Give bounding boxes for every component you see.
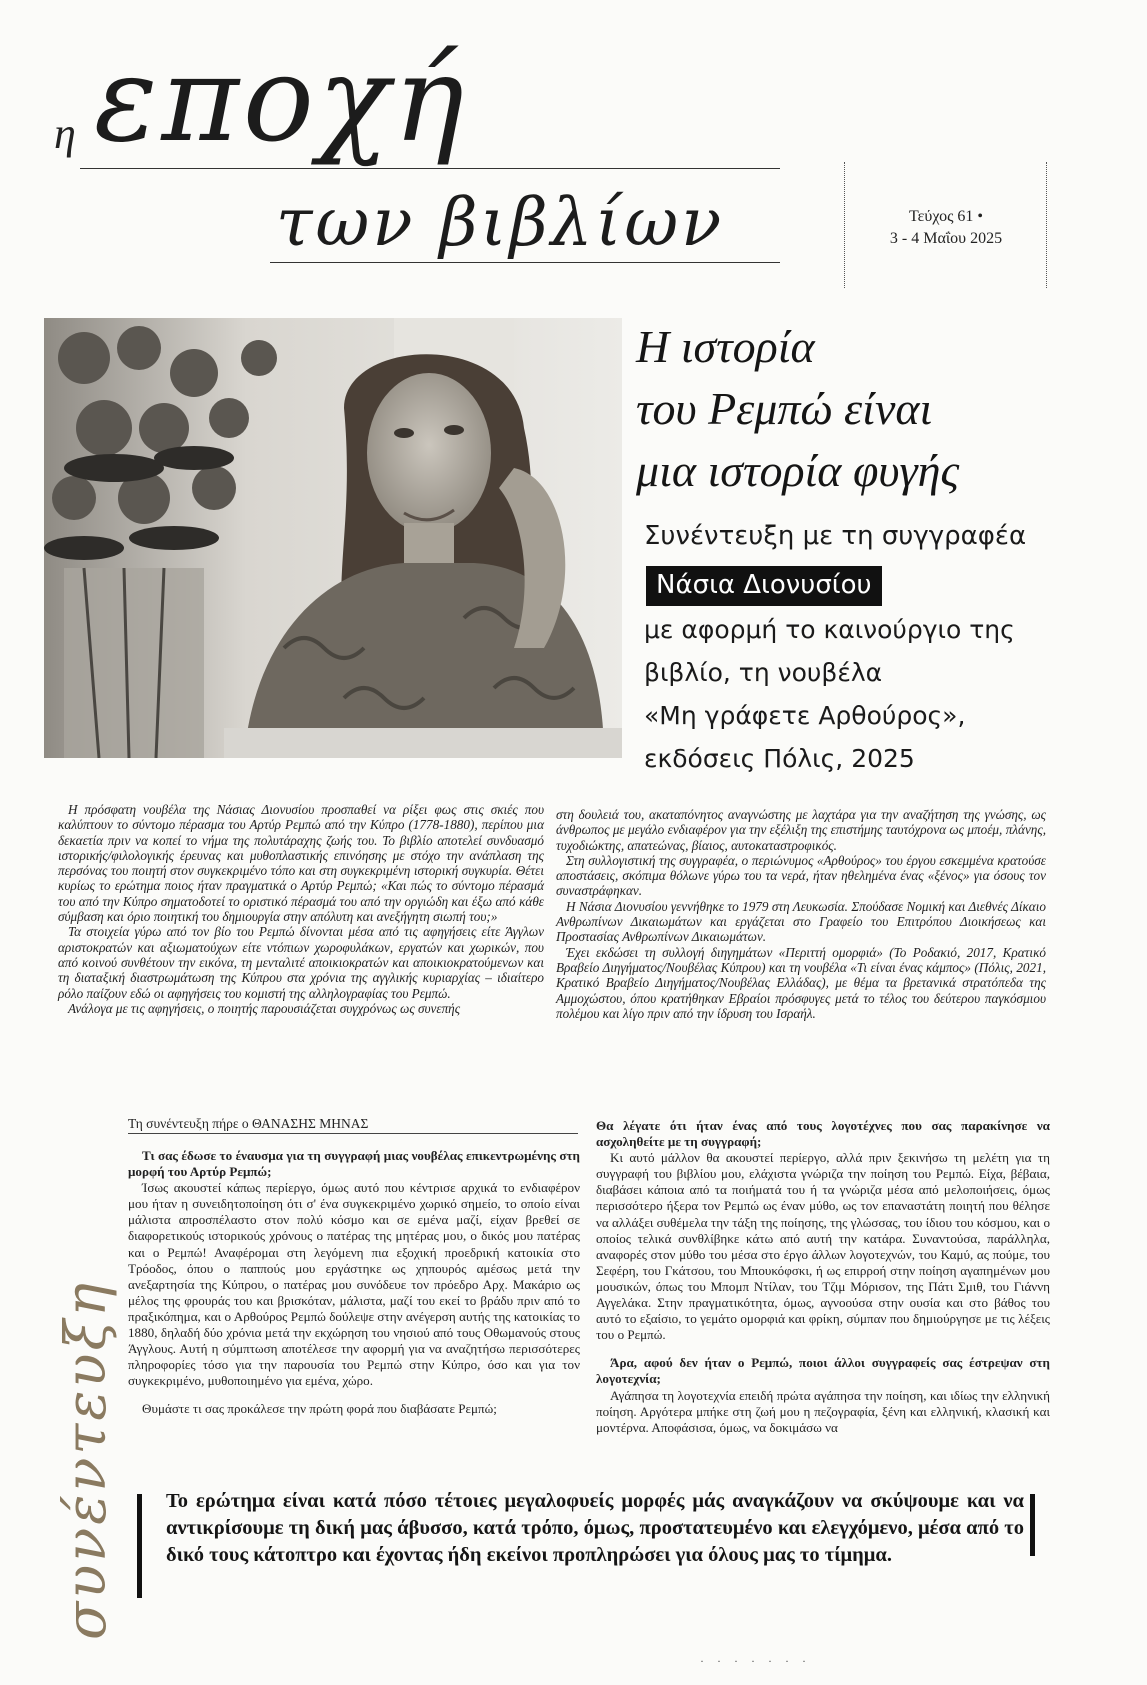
pullquote-bar-left — [137, 1494, 142, 1598]
interview-byline: Τη συνέντευξη πήρε ο ΘΑΝΑΣΗΣ ΜΗΝΑΣ — [128, 1116, 369, 1131]
subheading-line-1: με αφορμή το καινούργιο της — [644, 615, 1015, 644]
intro-paragraph: Στη συλλογιστική της συγγραφέα, ο περιώνυμος «Αρθούρος» του έργου εσκεμμένα κρατούσε αποστάσεις, σκόπιμα θόλωνε γύρω του τα νερά, ήταν ηθελημένα ένας «ξένος» για όσους τον συναστράφηκαν. — [556, 852, 1046, 899]
author-name-box: Νάσια Διονυσίου — [646, 566, 882, 606]
author-photo — [44, 318, 622, 758]
intro-paragraph: Τα στοιχεία γύρω από τον βίο του Ρεμπώ δίνονται μέσα από τις αφηγήσεις είτε Άγγλων αριστοκρατών και αξιωματούχων είτε ντόπιων χωροφυλάκων, εργατών και χωρικών, που από κοινού συνθέτουν την εικόνα, τη μενταλιτέ αποικιοκρατών και αποικιοκρατούμενων και τη διαταξική διαστρωμάτωση της Κύπρου στα χρόνια της αγγλικής κυριαρχίας – ιδιαίτερο ρόλο παίζουν εδώ οι αφηγήσεις του κομιστή της αλληλογραφίας του Ρεμπώ. — [58, 924, 544, 1001]
intro-paragraph: στη δουλειά του, ακαταπόνητος αναγνώστης με λαχτάρα για την αναζήτηση της γνώσης, ως άνθρωπος με μεγάλο ενδιαφέρον για την εξέλιξη της επιστήμης ταυτόχρονα ως μποέμ, πλάνης, τυχοδιώκτης, απατεώνας, βίαιος, αυτοκαταστροφικός. — [556, 807, 1046, 853]
intro-column-right — [556, 807, 1046, 1021]
byline-rule — [128, 1133, 578, 1134]
issue-info — [846, 206, 1046, 250]
interview-question: Τι σας έδωσε το έναυσμα για τη συγγραφή μιας νουβέλας επικεντρωμένης στη μορφή του Αρτύρ Ρεμπώ; — [128, 1148, 580, 1180]
intro-paragraph: Η πρόσφατη νουβέλα της Νάσιας Διονυσίου προσπαθεί να ρίξει φως στις σκιές που καλύπτουν το σύντομο πέρασμα του Αρτύρ Ρεμπώ από την Κύπρο (1778-1880), περίπου μια δεκαετία πριν να κοπεί το νήμα της πολυτάραχης ζωής του. Το βιβλίο αποτελεί συνδυασμό ιστορικής/φιλολογικής έρευνας και μυθοπλαστικής επινόησης με στόχο την ανάπλαση της περσόνας του ποιητή στον συγκεκριμένο τόπο και στη συγκεκριμένη ιστορική συγκυρία. Θέτει κυρίως το ερώτημα ποιος ήταν πραγματικά ο Αρτύρ Ρεμπώ; «Και πώς το σύντομο πέρασμά του από την Κύπρο σηματοδοτεί το οριστικό πέρασμά του από την οργιώδη και έξω από κάθε σύμβαση και όριο ποιητική του δημιουργία στην απόλυτη και ανεξήγητη σιωπή του;» — [58, 802, 544, 925]
subheading-line-3: «Μη γράφετε Αρθούρος», — [644, 701, 966, 730]
issue-number: Τεύχος 61 • — [909, 208, 983, 225]
intro-paragraph: Έχει εκδώσει τη συλλογή διηγημάτων «Περιττή ομορφιά» (Το Ροδακιό, 2017, Κρατικό Βραβείο Διηγήματος/Νουβέλας Κύπρου) και τη νουβέλα «Τι είναι ένας κάμπος» (Πόλις, 2021, Κρατικό Βραβείο Διηγήματος/Νουβέλας Ελλάδας), με θέμα τα βρετανικά στρατόπεδα της Αμμοχώστου, όπου κρατήθηκαν Εβραίοι πρόσφυγες μετά το τέλος του δεύτερου παγκόσμιου πολέμου και λίγο πριν από την ίδρυση του Ισραήλ. — [556, 944, 1046, 1021]
masthead-rule — [80, 168, 780, 169]
masthead-article: η — [54, 109, 76, 158]
headline-line-2: του Ρεμπώ είναι — [636, 383, 933, 434]
subheading-interview: Συνέντευξη με τη συγγραφέα — [644, 521, 1027, 551]
interview-column-left — [128, 1148, 580, 1418]
subheading-line-4: εκδόσεις Πόλις, 2025 — [644, 744, 915, 773]
subheading-details — [644, 608, 1074, 780]
intro-paragraph: Η Νάσια Διονυσίου γεννήθηκε το 1979 στη Λευκωσία. Σπούδασε Νομική και Διεθνές Δίκαιο Ανθρωπίνων Δικαιωμάτων και εργάζεται στο Γραφείο του Επιτρόπου Διοικήσεως και Προστασίας Ανθρωπίνων Δικαιωμάτων. — [556, 898, 1046, 945]
masthead-title-epoxi: εποχή — [94, 30, 469, 168]
interview-column-right — [596, 1118, 1050, 1436]
interview-question: Θα λέγατε ότι ήταν ένας από τους λογοτέχνες που σας παρακίνησε να ασχοληθείτε με τη συγγραφή; — [596, 1118, 1050, 1150]
subheading-line-2: βιβλίο, τη νουβέλα — [644, 658, 883, 687]
intro-column-left — [58, 802, 544, 1016]
interview-answer: Κι αυτό μάλλον θα ακουστεί περίεργο, αλλά πριν ξεκινήσω τη μελέτη για τη συγγραφή του βιβλίου μου, ελάχιστα γνώριζα την ποίηση του Ρεμπώ. Είχα, βέβαια, διαβάσει κάποια από τα ποιήματά του ή τα γνώριζα μέσα από μελοποιήσεις, όμως περισσότερο ήξερα τον Ρεμπώ ως έναν μύθο, ως τον επαναστάτη ποιητή που θέλησε να αλλάξει συθέμελα την τάξη της ποίησης, της γλώσσας, του ίδιου του κόσμου, και ο οποίος τελικά συνθλίβηκε κάτω από αυτή την κατάρα. Συναντούσα, παράλληλα, αναφορές στον μύθο του μέσα στο έργο άλλων λογοτεχνών, του Καμύ, ας πούμε, του Σεφέρη, του Γκάτσου, του Μπουκόφσκι, ή ως επιρροή στην ποίηση αγαπημένων μου μουσικών, όπως του Μπομπ Ντίλαν, του Τζιμ Μόρισον, της Πάτι Σμιθ, του Γιάννη Αγγελάκα. Στην πραγματικότητα, όμως, αγνοούσα στην ουσία και στο βάθος του αυτό το εξαίσιο, το γεμάτο ομορφιά και φρίκη, σύμπαν που δημιούργησε με τις λέξεις του ο Ρεμπώ. — [596, 1150, 1050, 1343]
footer-dots: · · · · · · · — [700, 1654, 811, 1668]
headline-line-3: μια ιστορία φυγής — [636, 445, 960, 496]
issue-divider-right — [1046, 162, 1047, 288]
issue-date: 3 - 4 Μαΐου 2025 — [889, 230, 1003, 247]
interview-question: Άρα, αφού δεν ήταν ο Ρεμπώ, ποιοι άλλοι συγγραφείς σας έστρεψαν στη λογοτεχνία; — [596, 1355, 1050, 1387]
section-label-text: συνέντευξη — [54, 1280, 119, 1640]
interview-answer: Ίσως ακουστεί κάπως περίεργο, όμως αυτό που κέντρισε αρχικά το ενδιαφέρον μου ήταν η συνειδητοποίηση ότι σ' ένα συγκεκριμένο χωρικό σημείο, το οποίο είναι μάλιστα απροσπέλαστο στον πολύ κόσμο και σε εμένα μαζί, είχαν βρεθεί σε διαφορετικούς ιστορικούς χρόνους ο πατέρας της μητέρας μου, ο δικός μου πατέρας και ο Ρεμπώ! Αναφέρομαι στη λεγόμενη πια εξοχική προεδρική κατοικία στο Τρόοδος, όπου ο παππούς μου εργάστηκε ως χηπουρός αμέσως μετά την ανεξαρτησία της Κύπρου, ο πατέρας μου συνόδευε τον πρόεδρο Αρχ. Μακάριο ως μέλος της φρουράς του και βρισκόταν, μάλιστα, μαζί του εκεί το βράδυ πριν από το πραξικόπημα, και ο Αρθούρος Ρεμπώ δούλεψε στην ανέγερση αυτής της κατοικίας το 1880, δηλαδή δύο χρόνια μετά την εκχώρηση του νησιού από τους Οθωμανούς στους Άγγλους. Αυτή η σύμπτωση αποτέλεσε την αφορμή για να αναζητήσω περισσότερες πληροφορίες τόσο για την παρουσία του Ρεμπώ στην Κύπρο, όσο και για τον συγκεκριμένο, μυθοποιημένο για εμένα, χώρο. — [128, 1180, 580, 1389]
masthead-rule-lower — [270, 262, 780, 263]
headline-line-1: Η ιστορία — [636, 321, 815, 372]
pullquote: Το ερώτημα είναι κατά πόσο τέτοιες μεγαλοφυείς μορφές μάς αναγκάζουν να σκύψουμε και να αντικρίσουμε τη δική μας άβυσσο, κατά τρόπο, όμως, προστατευμένο και ελεγχόμενο, μέσα από το δικό τους κάτοπτρο και έχοντας ήδη εκείνοι προπληρώσει για όλους μας το τίμημα. — [166, 1490, 1024, 1566]
intro-paragraph: Ανάλογα με τις αφηγήσεις, ο ποιητής παρουσιάζεται συγχρόνως ως συνεπής — [68, 1000, 461, 1016]
masthead-title-ton-vivlion: των βιβλίων — [276, 184, 725, 261]
issue-divider-left — [844, 162, 845, 288]
headline — [636, 316, 1086, 502]
interview-answer: Αγάπησα τη λογοτεχνία επειδή πρώτα αγάπησα την ποίηση, και ιδίως την ελληνική ποίηση. Αργότερα μπήκε στη ζωή μου η πεζογραφία, ξένη και ελληνική, κλασική και μοντέρνα. Αποφάσισα, όμως, να δοκιμάσω να — [596, 1387, 1050, 1435]
author-photo-illustration — [44, 318, 622, 758]
pullquote-bar-right — [1030, 1494, 1035, 1556]
interview-question: Θυμάστε τι σας προκάλεσε την πρώτη φορά που διαβάσατε Ρεμπώ; — [142, 1401, 497, 1417]
section-label-vertical — [34, 1210, 124, 1650]
